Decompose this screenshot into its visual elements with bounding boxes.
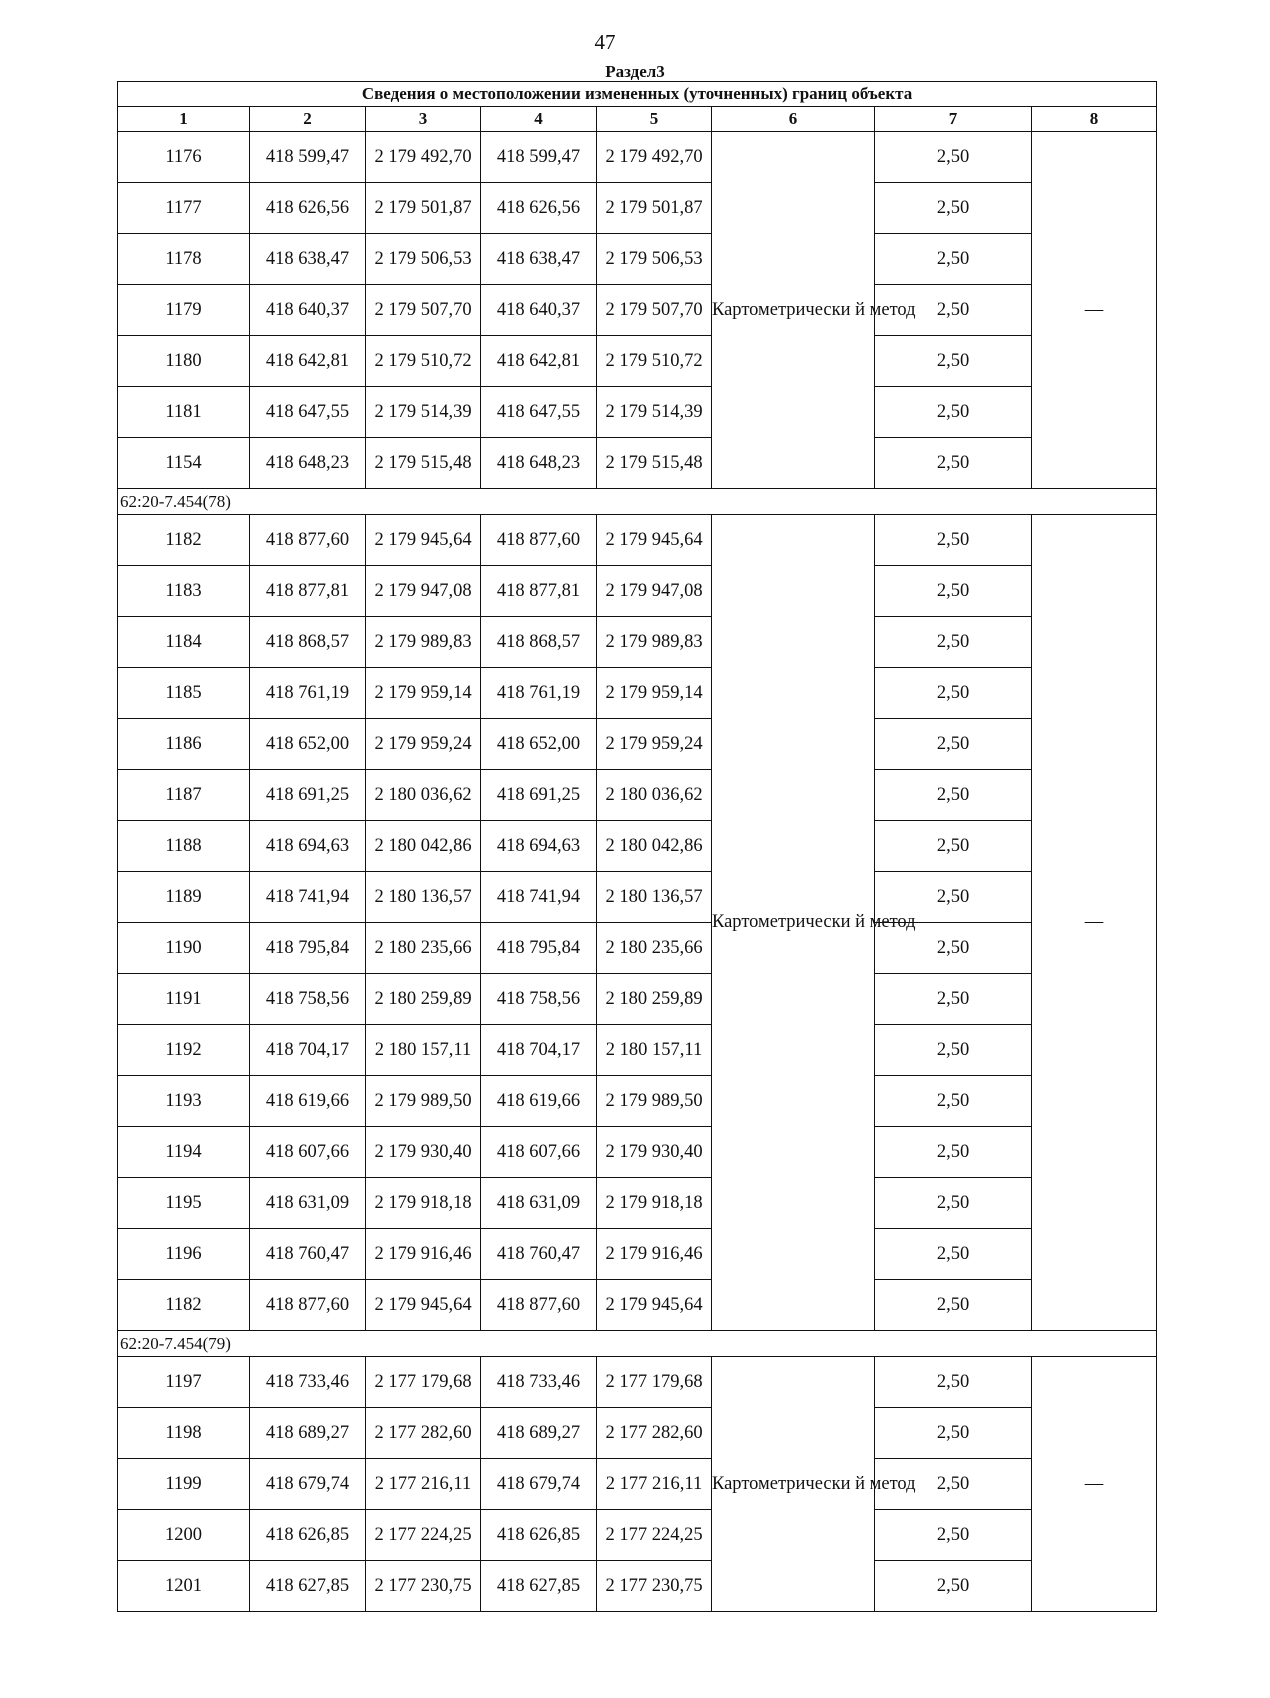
y-new-cell: 2 179 930,40 <box>597 1127 712 1178</box>
point-number-cell: 1196 <box>118 1229 250 1280</box>
table-row <box>118 719 1157 770</box>
point-number-cell: 1177 <box>118 183 250 234</box>
x-new-cell: 418 704,17 <box>481 1025 597 1076</box>
point-number-cell: 1198 <box>118 1408 250 1459</box>
x-new-cell: 418 631,09 <box>481 1178 597 1229</box>
precision-cell: 2,50 <box>875 1459 1032 1510</box>
column-number: 5 <box>597 107 712 132</box>
point-number-cell: 1182 <box>118 515 250 566</box>
x-new-cell: 418 627,85 <box>481 1561 597 1612</box>
point-number-cell: 1194 <box>118 1127 250 1178</box>
x-new-cell: 418 626,85 <box>481 1510 597 1561</box>
table-row <box>118 1178 1157 1229</box>
x-old-cell: 418 795,84 <box>250 923 366 974</box>
precision-cell: 2,50 <box>875 923 1032 974</box>
table-row <box>118 1459 1157 1510</box>
x-new-cell: 418 877,60 <box>481 1280 597 1331</box>
x-new-cell: 418 741,94 <box>481 872 597 923</box>
y-old-cell: 2 179 501,87 <box>366 183 481 234</box>
x-new-cell: 418 760,47 <box>481 1229 597 1280</box>
y-new-cell: 2 177 179,68 <box>597 1357 712 1408</box>
table-row <box>118 668 1157 719</box>
precision-cell: 2,50 <box>875 285 1032 336</box>
x-new-cell: 418 694,63 <box>481 821 597 872</box>
group-label: 62:20-7.454(78) <box>118 489 1157 515</box>
y-new-cell: 2 180 235,66 <box>597 923 712 974</box>
precision-cell: 2,50 <box>875 821 1032 872</box>
x-new-cell: 418 795,84 <box>481 923 597 974</box>
x-new-cell: 418 761,19 <box>481 668 597 719</box>
point-number-cell: 1178 <box>118 234 250 285</box>
point-number-cell: 1192 <box>118 1025 250 1076</box>
x-old-cell: 418 877,60 <box>250 515 366 566</box>
table-row <box>118 566 1157 617</box>
section-title: Раздел3 <box>605 62 665 81</box>
y-new-cell: 2 179 492,70 <box>597 132 712 183</box>
x-new-cell: 418 679,74 <box>481 1459 597 1510</box>
point-number-cell: 1183 <box>118 566 250 617</box>
table-row <box>118 821 1157 872</box>
y-old-cell: 2 180 259,89 <box>366 974 481 1025</box>
y-old-cell: 2 177 179,68 <box>366 1357 481 1408</box>
x-new-cell: 418 638,47 <box>481 234 597 285</box>
y-old-cell: 2 179 930,40 <box>366 1127 481 1178</box>
point-number-cell: 1188 <box>118 821 250 872</box>
precision-cell: 2,50 <box>875 438 1032 489</box>
x-new-cell: 418 626,56 <box>481 183 597 234</box>
x-old-cell: 418 761,19 <box>250 668 366 719</box>
x-new-cell: 418 652,00 <box>481 719 597 770</box>
table-row <box>118 132 1157 183</box>
description-cell: — <box>1032 515 1157 1331</box>
column-number: 8 <box>1032 107 1157 132</box>
column-number: 6 <box>712 107 875 132</box>
column-number-row <box>118 107 1157 132</box>
description-cell: — <box>1032 132 1157 489</box>
table-row <box>118 1510 1157 1561</box>
precision-cell: 2,50 <box>875 183 1032 234</box>
x-new-cell: 418 877,60 <box>481 515 597 566</box>
y-new-cell: 2 179 945,64 <box>597 1280 712 1331</box>
x-new-cell: 418 733,46 <box>481 1357 597 1408</box>
column-number: 1 <box>118 107 250 132</box>
point-number-cell: 1179 <box>118 285 250 336</box>
table-row <box>118 872 1157 923</box>
x-old-cell: 418 638,47 <box>250 234 366 285</box>
table-row <box>118 438 1157 489</box>
point-number-cell: 1200 <box>118 1510 250 1561</box>
precision-cell: 2,50 <box>875 1510 1032 1561</box>
y-old-cell: 2 180 157,11 <box>366 1025 481 1076</box>
y-old-cell: 2 179 916,46 <box>366 1229 481 1280</box>
point-number-cell: 1182 <box>118 1280 250 1331</box>
precision-cell: 2,50 <box>875 1076 1032 1127</box>
point-number-cell: 1201 <box>118 1561 250 1612</box>
x-new-cell: 418 758,56 <box>481 974 597 1025</box>
point-number-cell: 1189 <box>118 872 250 923</box>
page-number: 47 <box>594 30 616 54</box>
table-row <box>118 183 1157 234</box>
precision-cell: 2,50 <box>875 1408 1032 1459</box>
x-old-cell: 418 648,23 <box>250 438 366 489</box>
method-cell: Картометрически й метод <box>712 515 875 1331</box>
point-number-cell: 1193 <box>118 1076 250 1127</box>
precision-cell: 2,50 <box>875 1280 1032 1331</box>
y-new-cell: 2 179 515,48 <box>597 438 712 489</box>
y-new-cell: 2 179 506,53 <box>597 234 712 285</box>
table-row <box>118 770 1157 821</box>
table-row <box>118 336 1157 387</box>
y-old-cell: 2 179 959,24 <box>366 719 481 770</box>
x-new-cell: 418 647,55 <box>481 387 597 438</box>
x-old-cell: 418 642,81 <box>250 336 366 387</box>
precision-cell: 2,50 <box>875 872 1032 923</box>
column-number: 3 <box>366 107 481 132</box>
x-new-cell: 418 619,66 <box>481 1076 597 1127</box>
group-label-row <box>118 489 1157 515</box>
x-old-cell: 418 868,57 <box>250 617 366 668</box>
x-old-cell: 418 619,66 <box>250 1076 366 1127</box>
point-number-cell: 1180 <box>118 336 250 387</box>
point-number-cell: 1154 <box>118 438 250 489</box>
point-number-cell: 1184 <box>118 617 250 668</box>
precision-cell: 2,50 <box>875 132 1032 183</box>
x-old-cell: 418 640,37 <box>250 285 366 336</box>
y-new-cell: 2 179 501,87 <box>597 183 712 234</box>
y-new-cell: 2 179 989,83 <box>597 617 712 668</box>
y-old-cell: 2 180 136,57 <box>366 872 481 923</box>
x-old-cell: 418 631,09 <box>250 1178 366 1229</box>
y-old-cell: 2 177 282,60 <box>366 1408 481 1459</box>
table-title-row <box>118 82 1157 107</box>
table-row <box>118 1357 1157 1408</box>
y-new-cell: 2 179 514,39 <box>597 387 712 438</box>
precision-cell: 2,50 <box>875 719 1032 770</box>
y-old-cell: 2 179 514,39 <box>366 387 481 438</box>
x-old-cell: 418 626,56 <box>250 183 366 234</box>
precision-cell: 2,50 <box>875 515 1032 566</box>
point-number-cell: 1181 <box>118 387 250 438</box>
group-label: 62:20-7.454(79) <box>118 1331 1157 1357</box>
y-old-cell: 2 179 492,70 <box>366 132 481 183</box>
precision-cell: 2,50 <box>875 566 1032 617</box>
table-row <box>118 974 1157 1025</box>
description-cell: — <box>1032 1357 1157 1612</box>
coordinates-table <box>117 81 1157 1612</box>
y-new-cell: 2 179 959,24 <box>597 719 712 770</box>
y-new-cell: 2 177 230,75 <box>597 1561 712 1612</box>
point-number-cell: 1176 <box>118 132 250 183</box>
y-new-cell: 2 179 510,72 <box>597 336 712 387</box>
method-cell: Картометрически й метод <box>712 132 875 489</box>
y-new-cell: 2 179 959,14 <box>597 668 712 719</box>
x-old-cell: 418 877,60 <box>250 1280 366 1331</box>
precision-cell: 2,50 <box>875 974 1032 1025</box>
column-number: 7 <box>875 107 1032 132</box>
y-old-cell: 2 177 224,25 <box>366 1510 481 1561</box>
table-title: Сведения о местоположении измененных (уточненных) границ объекта <box>118 82 1157 107</box>
x-old-cell: 418 679,74 <box>250 1459 366 1510</box>
table-body <box>118 82 1157 1612</box>
x-old-cell: 418 626,85 <box>250 1510 366 1561</box>
point-number-cell: 1191 <box>118 974 250 1025</box>
x-old-cell: 418 599,47 <box>250 132 366 183</box>
group-label-row <box>118 1331 1157 1357</box>
x-new-cell: 418 607,66 <box>481 1127 597 1178</box>
precision-cell: 2,50 <box>875 387 1032 438</box>
point-number-cell: 1195 <box>118 1178 250 1229</box>
point-number-cell: 1197 <box>118 1357 250 1408</box>
x-new-cell: 418 868,57 <box>481 617 597 668</box>
precision-cell: 2,50 <box>875 1229 1032 1280</box>
y-old-cell: 2 179 510,72 <box>366 336 481 387</box>
precision-cell: 2,50 <box>875 1561 1032 1612</box>
y-new-cell: 2 180 042,86 <box>597 821 712 872</box>
x-old-cell: 418 627,85 <box>250 1561 366 1612</box>
x-old-cell: 418 741,94 <box>250 872 366 923</box>
x-old-cell: 418 760,47 <box>250 1229 366 1280</box>
table-row <box>118 1025 1157 1076</box>
table-row <box>118 515 1157 566</box>
precision-cell: 2,50 <box>875 234 1032 285</box>
y-old-cell: 2 177 230,75 <box>366 1561 481 1612</box>
y-old-cell: 2 179 989,83 <box>366 617 481 668</box>
y-old-cell: 2 179 959,14 <box>366 668 481 719</box>
y-new-cell: 2 179 947,08 <box>597 566 712 617</box>
y-new-cell: 2 177 282,60 <box>597 1408 712 1459</box>
point-number-cell: 1185 <box>118 668 250 719</box>
method-cell: Картометрически й метод <box>712 1357 875 1612</box>
y-old-cell: 2 179 989,50 <box>366 1076 481 1127</box>
column-number: 2 <box>250 107 366 132</box>
precision-cell: 2,50 <box>875 336 1032 387</box>
x-old-cell: 418 691,25 <box>250 770 366 821</box>
y-new-cell: 2 180 157,11 <box>597 1025 712 1076</box>
table-row <box>118 1280 1157 1331</box>
table-row <box>118 285 1157 336</box>
x-old-cell: 418 877,81 <box>250 566 366 617</box>
precision-cell: 2,50 <box>875 617 1032 668</box>
y-new-cell: 2 180 136,57 <box>597 872 712 923</box>
y-new-cell: 2 177 224,25 <box>597 1510 712 1561</box>
y-new-cell: 2 179 989,50 <box>597 1076 712 1127</box>
x-old-cell: 418 647,55 <box>250 387 366 438</box>
table-row <box>118 1408 1157 1459</box>
x-new-cell: 418 640,37 <box>481 285 597 336</box>
precision-cell: 2,50 <box>875 1025 1032 1076</box>
y-old-cell: 2 180 042,86 <box>366 821 481 872</box>
x-new-cell: 418 599,47 <box>481 132 597 183</box>
x-new-cell: 418 691,25 <box>481 770 597 821</box>
table-row <box>118 1076 1157 1127</box>
table-row <box>118 617 1157 668</box>
table-row <box>118 923 1157 974</box>
y-old-cell: 2 179 507,70 <box>366 285 481 336</box>
precision-cell: 2,50 <box>875 1357 1032 1408</box>
x-old-cell: 418 652,00 <box>250 719 366 770</box>
x-old-cell: 418 704,17 <box>250 1025 366 1076</box>
point-number-cell: 1187 <box>118 770 250 821</box>
column-number: 4 <box>481 107 597 132</box>
x-new-cell: 418 877,81 <box>481 566 597 617</box>
x-old-cell: 418 694,63 <box>250 821 366 872</box>
x-old-cell: 418 607,66 <box>250 1127 366 1178</box>
x-old-cell: 418 758,56 <box>250 974 366 1025</box>
x-new-cell: 418 648,23 <box>481 438 597 489</box>
y-old-cell: 2 179 918,18 <box>366 1178 481 1229</box>
y-old-cell: 2 180 235,66 <box>366 923 481 974</box>
table-row <box>118 1561 1157 1612</box>
point-number-cell: 1190 <box>118 923 250 974</box>
precision-cell: 2,50 <box>875 1127 1032 1178</box>
y-new-cell: 2 180 036,62 <box>597 770 712 821</box>
x-new-cell: 418 642,81 <box>481 336 597 387</box>
y-new-cell: 2 179 918,18 <box>597 1178 712 1229</box>
table-row <box>118 234 1157 285</box>
y-old-cell: 2 177 216,11 <box>366 1459 481 1510</box>
precision-cell: 2,50 <box>875 770 1032 821</box>
y-new-cell: 2 179 916,46 <box>597 1229 712 1280</box>
x-new-cell: 418 689,27 <box>481 1408 597 1459</box>
y-old-cell: 2 179 945,64 <box>366 1280 481 1331</box>
y-old-cell: 2 179 947,08 <box>366 566 481 617</box>
y-new-cell: 2 180 259,89 <box>597 974 712 1025</box>
y-old-cell: 2 179 945,64 <box>366 515 481 566</box>
table-row <box>118 387 1157 438</box>
table-row <box>118 1229 1157 1280</box>
y-old-cell: 2 179 515,48 <box>366 438 481 489</box>
precision-cell: 2,50 <box>875 668 1032 719</box>
y-new-cell: 2 177 216,11 <box>597 1459 712 1510</box>
point-number-cell: 1186 <box>118 719 250 770</box>
precision-cell: 2,50 <box>875 1178 1032 1229</box>
y-new-cell: 2 179 507,70 <box>597 285 712 336</box>
table-row <box>118 1127 1157 1178</box>
y-old-cell: 2 180 036,62 <box>366 770 481 821</box>
point-number-cell: 1199 <box>118 1459 250 1510</box>
x-old-cell: 418 689,27 <box>250 1408 366 1459</box>
y-new-cell: 2 179 945,64 <box>597 515 712 566</box>
x-old-cell: 418 733,46 <box>250 1357 366 1408</box>
y-old-cell: 2 179 506,53 <box>366 234 481 285</box>
